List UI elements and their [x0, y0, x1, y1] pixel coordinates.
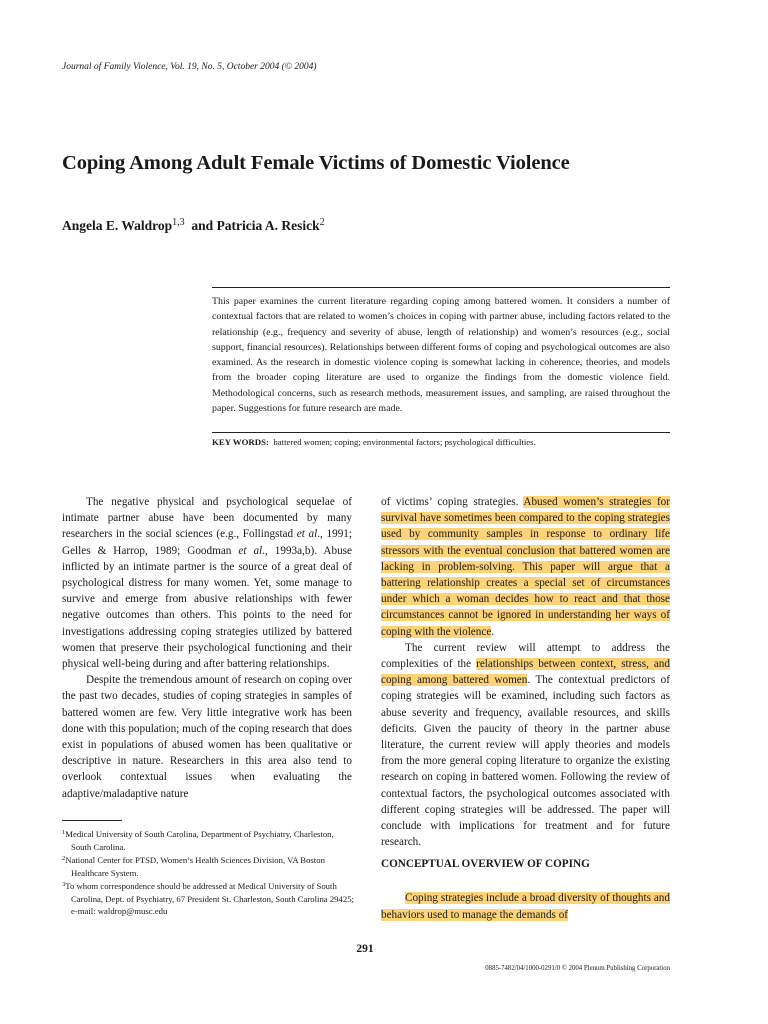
- author-name: Patricia A. Resick: [216, 218, 320, 233]
- abstract-top-rule: [212, 287, 670, 288]
- highlighted-text: Abused women’s strategies for survival have sometimes been compared to the coping strategies used by community samples in response to ordinary life stressors with the eventual conclusion that battered women are lacking in problem-solving. This paper will argue that a battering relationship creates a special set of circumstances under which a woman decides how to react and that those circumstances cannot be ignored in understanding her ways of coping with the violence: [381, 496, 670, 638]
- highlighted-text: relationships between context, stress, and coping among battered women: [381, 658, 670, 687]
- author-line: [62, 217, 325, 234]
- section-heading: CONCEPTUAL OVERVIEW OF COPING: [381, 858, 590, 870]
- abstract-bottom-rule: [212, 432, 670, 433]
- keywords-text: battered women; coping; environmental factors; psychological difficulties.: [273, 437, 536, 447]
- keywords-label: KEY WORDS:: [212, 437, 269, 447]
- body-paragraph: of victims’ coping strategies. Abused women’s strategies for survival have sometimes been compared to the coping strategies used by community samples in response to ordinary life stressors with the eventual conclusion that battered women are lacking in problem-solving. This paper will argue that a battering relationship creates a special set of circumstances under which a woman decides how to react and that those circumstances cannot be ignored in understanding her ways of coping with the violence.: [381, 496, 670, 638]
- keywords: [212, 437, 670, 447]
- highlighted-text: Coping strategies include a broad diversity of thoughts and behaviors used to manage the demands of: [381, 892, 670, 921]
- author-affiliation-mark: 1,3: [172, 217, 185, 228]
- body-right-column: [381, 494, 670, 850]
- footnote-mark: 1: [62, 829, 66, 836]
- author-name: Angela E. Waldrop: [62, 218, 173, 233]
- abstract-text: This paper examines the current literature regarding coping among battered women. It considers a number of contextual factors that are related to women’s choices in coping with partner abuse, including factors related to the relationship (e.g., frequency and severity of abuse, length of relationship) and women’s resources (e.g., social support, financial resources). Relationships between different forms of coping and psychological outcomes are also examined. As the research in domestic violence coping is somewhat lacking in coherence, theories, and models from the broader coping literature are used to organize the findings from the domestic violence field. Methodological concerns, such as research methods, measurement issues, and sampling, are raised throughout the paper. Suggestions for future research are made.: [212, 296, 670, 415]
- body-paragraph: [381, 890, 670, 923]
- article-title: Coping Among Adult Female Victims of Domestic Violence: [62, 152, 570, 174]
- author-connector: and: [191, 218, 214, 233]
- section-body: [381, 890, 670, 923]
- footnote: $^1$Medical University of South Carolina, Department of Psychiatry, Charleston, South Carolina.: [62, 829, 334, 852]
- body-left-column: [62, 494, 352, 802]
- author-affiliation-mark: 2: [319, 217, 325, 228]
- body-paragraph: Despite the tremendous amount of research on coping over the past two decades, studies of coping strategies in samples of battered women are few. Very little integrative work has been done with this population; much of the coping research that does exist in populations of abused women has been qualitative or descriptive in nature. Researchers in this area also tend to overlook contextual issues when evaluating the adaptive/maladaptive nature: [62, 674, 352, 800]
- footnote: $^3$To whom correspondence should be addressed at Medical University of South Carolina, Dept. of Psychiatry, 67 President St. Charleston, South Carolina 29425; e-mail: waldrop@musc.edu: [62, 881, 354, 916]
- journal-citation: Journal of Family Violence, Vol. 19, No. 5, October 2004 (© 2004): [62, 62, 317, 72]
- body-paragraph: The negative physical and psychological sequelae of intimate partner abuse have been documented by many researchers in the social sciences (e.g., Follingstad et al., 1991; Gelles & Harrop, 1989; Goodman et al., 1993a,b). Abuse inflicted by an intimate partner is the source of a great deal of psychological distress for many women. Yet, some manage to survive and emerge from abusive relationships with fewer negative outcomes than others. This points to the need for investigations addressing coping strategies utilized by battered women that preserve their psychological functioning and their physical well-being during and after battering relationships.: [62, 496, 353, 671]
- footnotes: [62, 827, 354, 918]
- copyright-line: 0885-7482/04/1000-0291/0 © 2004 Plenum Publishing Corporation: [485, 965, 670, 972]
- body-paragraph: The current review will attempt to address the complexities of the relationships between context, stress, and coping among battered women. The contextual predictors of coping strategies will be examined, including such factors as abuse severity and frequency, available resources, and skills deficits. Given the paucity of theory in the partner abuse literature, the current review will apply theories and models from the more general coping literature to organize the existing research on coping in battered women. Following the review of contextual factors, the psychological outcomes associated with different coping strategies will be addressed. The paper will conclude with implications for treatment and for future research.: [381, 641, 670, 849]
- page-number: 291: [356, 943, 374, 955]
- footnote-mark: 3: [62, 881, 66, 888]
- footnote-rule: [62, 820, 122, 821]
- footnote-mark: 2: [62, 855, 66, 862]
- footnote: $^2$National Center for PTSD, Women’s Health Sciences Division, VA Boston Healthcare System.: [62, 855, 325, 878]
